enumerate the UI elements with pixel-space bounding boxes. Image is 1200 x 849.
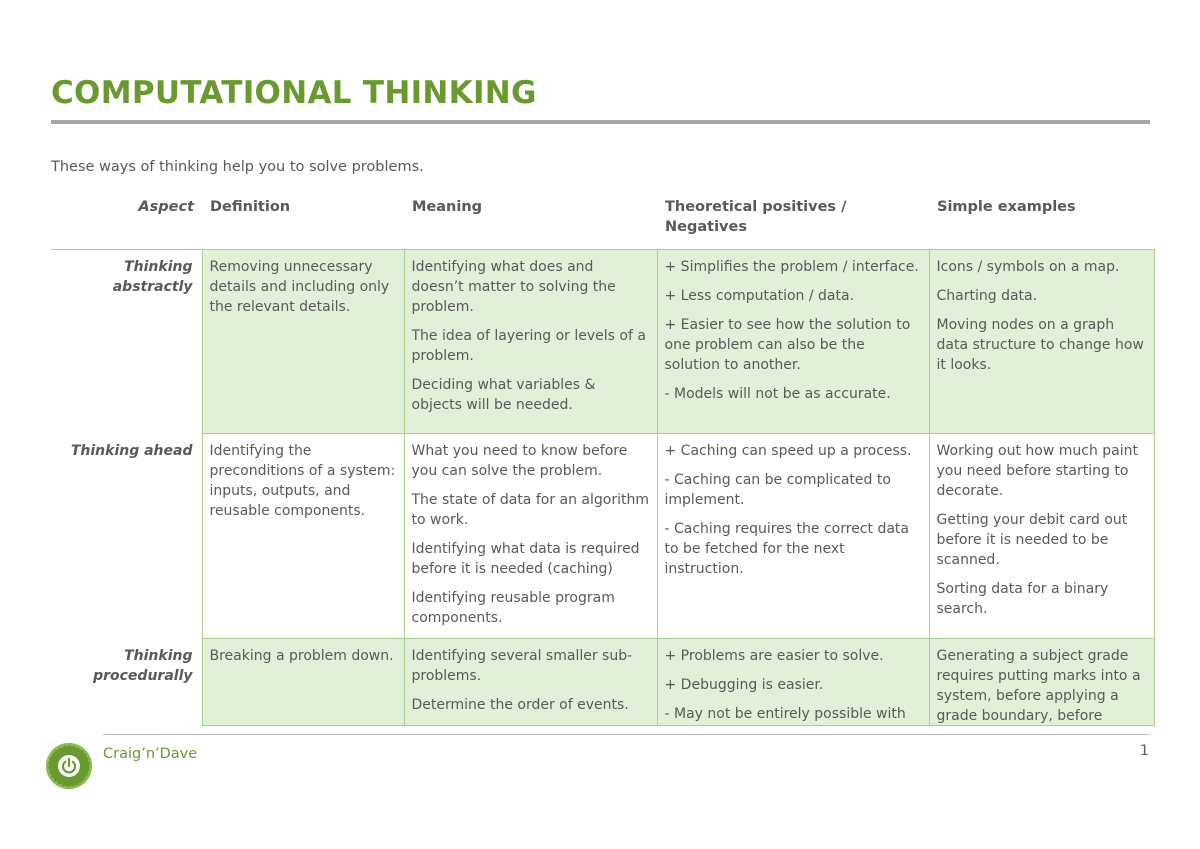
cell-paragraph: The state of data for an algorithm to work. — [411, 492, 650, 528]
cell-paragraph: Moving nodes on a graph data structure to change how it looks. — [936, 317, 1144, 373]
cell-paragraph: Determine the order of events. — [411, 697, 629, 713]
row-aspect: Thinking abstractly — [112, 259, 193, 295]
thinking-table — [51, 194, 1155, 726]
cell-paragraph: Getting your debit card out before it is needed to be scanned. — [936, 512, 1128, 568]
examples-cell — [929, 434, 1154, 639]
examples-cell — [929, 639, 1154, 726]
cell-paragraph: + Easier to see how the solution to one problem can also be the solution to another. — [664, 317, 911, 373]
page-number: 1 — [1139, 743, 1149, 759]
header-positives: Theoretical positives / Negatives — [657, 194, 929, 250]
cell-paragraph: Removing unnecessary details and including only the relevant details. — [209, 259, 390, 315]
table-row — [51, 434, 1154, 639]
cell-paragraph: + Debugging is easier. — [664, 677, 824, 693]
cell-paragraph: Identifying reusable program components. — [411, 590, 615, 626]
cell-paragraph: Deciding what variables & objects will be needed. — [411, 377, 596, 413]
examples-cell — [929, 250, 1154, 434]
cell-paragraph: Icons / symbols on a map. — [936, 259, 1120, 275]
title-divider — [51, 120, 1150, 124]
header-aspect: Aspect — [51, 194, 202, 250]
cell-paragraph: + Simplifies the problem / interface. — [664, 259, 919, 275]
positives-cell — [657, 639, 929, 726]
page-title: COMPUTATIONAL THINKING — [51, 75, 537, 111]
cell-paragraph: Identifying several smaller sub-problems. — [411, 648, 633, 684]
cell-paragraph: Identifying the preconditions of a system: inputs, outputs, and reusable components. — [209, 443, 396, 519]
cell-paragraph: Sorting data for a binary search. — [936, 581, 1109, 617]
table-row — [51, 639, 1154, 726]
meaning-cell — [404, 639, 657, 726]
meaning-cell — [404, 434, 657, 639]
header-meaning: Meaning — [404, 194, 657, 250]
cell-paragraph: - Caching can be complicated to implement. — [664, 472, 891, 508]
positives-cell — [657, 434, 929, 639]
cell-paragraph: What you need to know before you can solve the problem. — [411, 443, 628, 479]
cell-paragraph: + Less computation / data. — [664, 288, 855, 304]
footer-divider — [103, 734, 1150, 735]
cell-paragraph: + Caching can speed up a process. — [664, 443, 912, 459]
definition-cell — [202, 434, 404, 639]
definition-cell — [202, 639, 404, 726]
cell-paragraph: Identifying what data is required before it is needed (caching) — [411, 541, 640, 577]
intro-text: These ways of thinking help you to solve problems. — [51, 159, 424, 175]
cell-paragraph: + Problems are easier to solve. — [664, 648, 884, 664]
header-definition: Definition — [202, 194, 404, 250]
row-aspect: Thinking procedurally — [93, 647, 193, 684]
brand-name: Craig’n’Dave — [103, 746, 198, 762]
header-examples: Simple examples — [929, 194, 1154, 250]
meaning-cell — [404, 250, 657, 434]
cell-paragraph: The idea of layering or levels of a problem. — [411, 328, 646, 364]
cell-paragraph: - May not be entirely possible with — [664, 706, 906, 722]
thinking-table-container — [51, 194, 1154, 726]
cell-paragraph: Generating a subject grade requires putting marks into a system, before applying a grade boundary, before — [936, 648, 1141, 724]
cell-clip — [412, 646, 650, 715]
cell-paragraph: Charting data. — [936, 288, 1038, 304]
cell-paragraph: Breaking a problem down. — [209, 648, 394, 664]
table-header-row — [51, 194, 1154, 250]
row-aspect: Thinking ahead — [70, 442, 193, 459]
cell-paragraph: - Models will not be as accurate. — [664, 386, 891, 402]
definition-cell — [202, 250, 404, 434]
power-icon — [46, 743, 92, 789]
table-row — [51, 250, 1154, 434]
cell-paragraph: Identifying what does and doesn’t matter to solving the problem. — [411, 259, 616, 315]
cell-clip — [210, 646, 397, 715]
positives-cell — [657, 250, 929, 434]
cell-clip — [936, 646, 1147, 724]
cell-clip — [664, 646, 922, 722]
cell-paragraph: - Caching requires the correct data to be fetched for the next instruction. — [664, 521, 909, 577]
cell-paragraph: Working out how much paint you need before starting to decorate. — [936, 443, 1139, 499]
